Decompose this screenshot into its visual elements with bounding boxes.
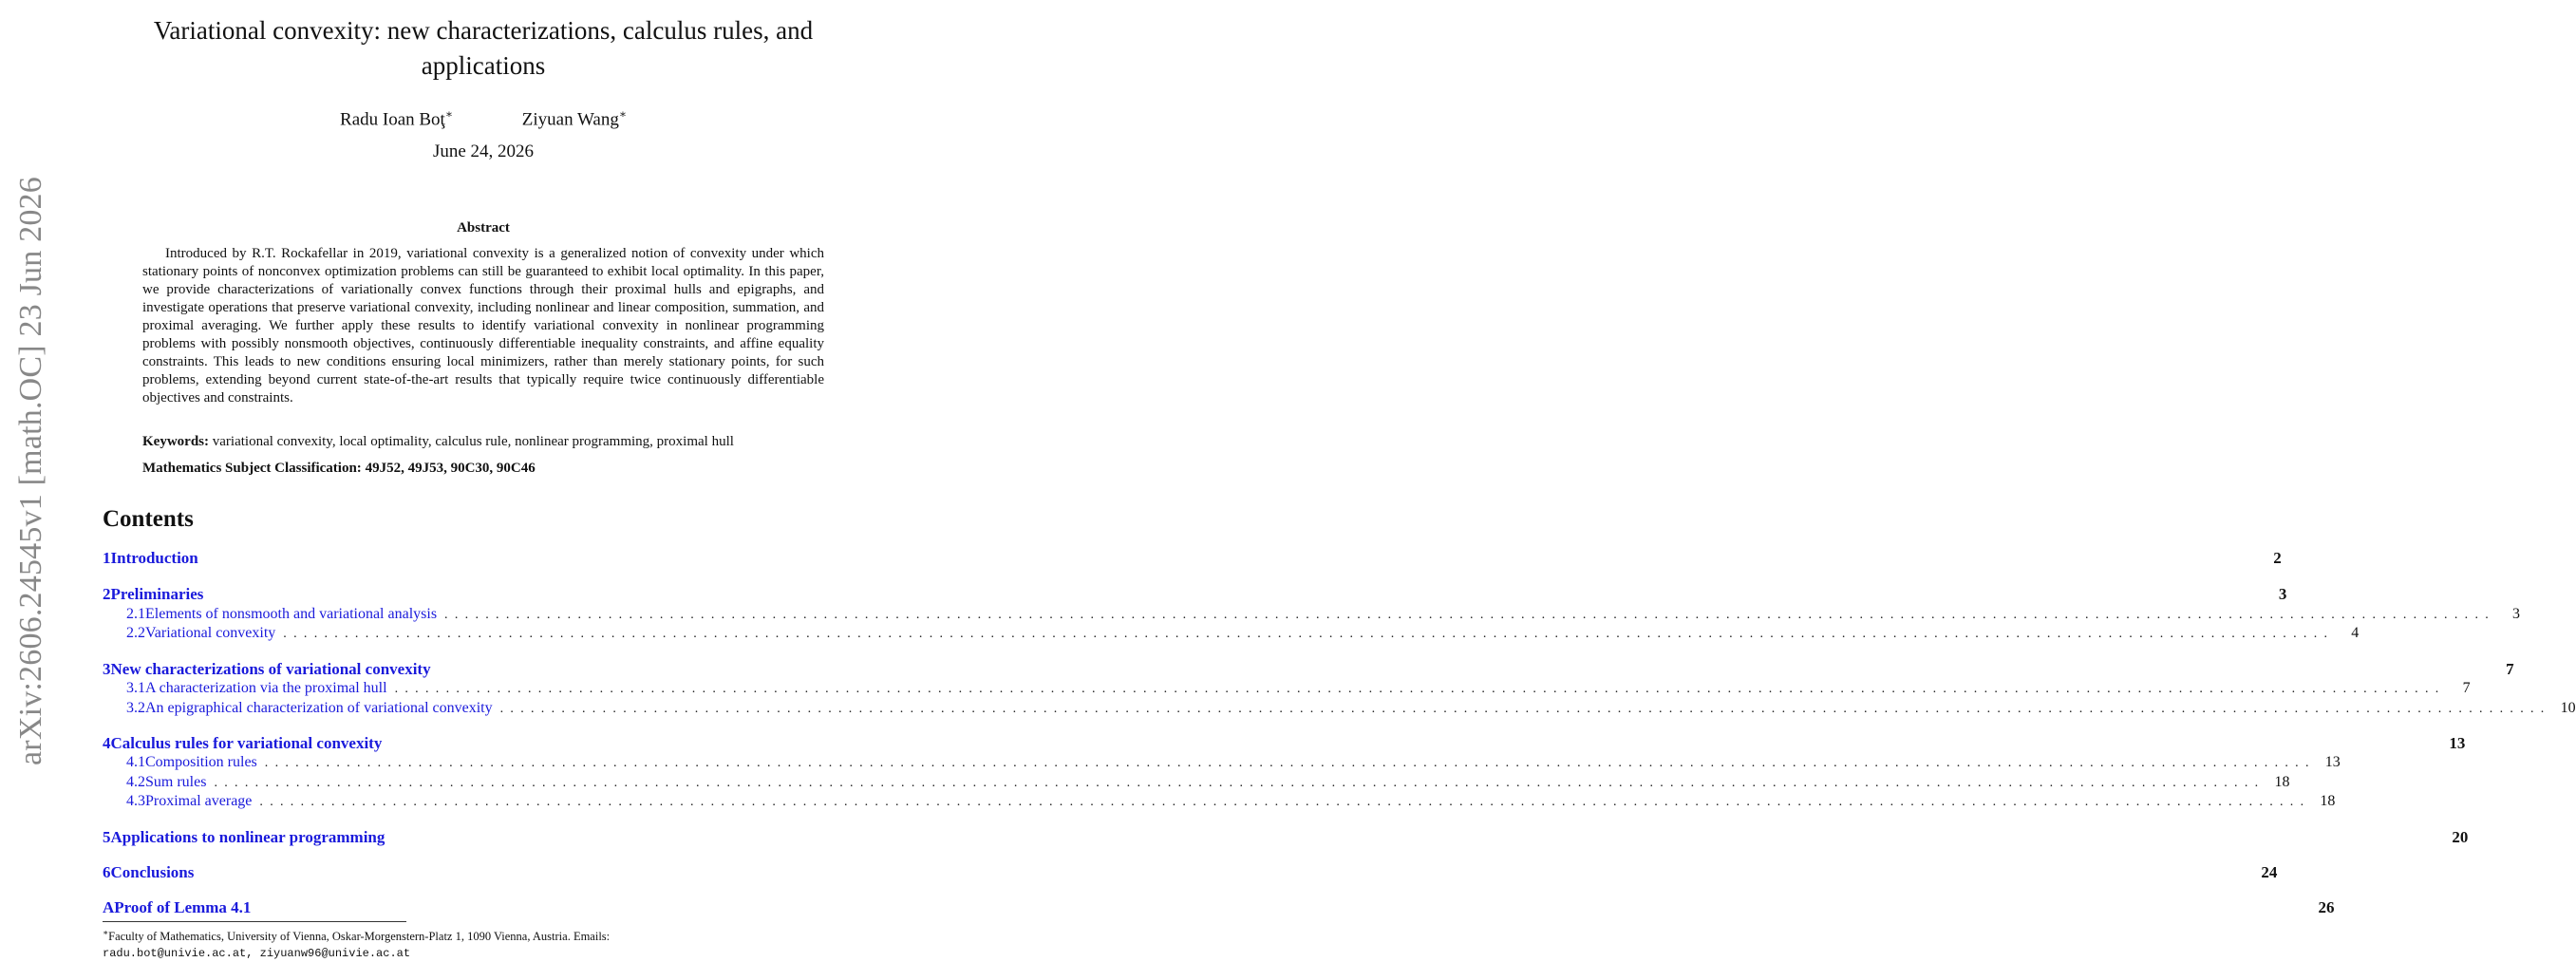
toc-entry-page: 24 — [2261, 863, 2278, 881]
toc-entry-A[interactable] — [103, 898, 2335, 917]
toc-entry-number[interactable]: 4.3 — [126, 793, 145, 809]
toc-entry-5[interactable] — [103, 828, 2469, 847]
toc-entry-3[interactable] — [103, 660, 2514, 679]
keywords-label: Keywords: — [142, 434, 209, 449]
toc-entry-number[interactable]: 2 — [103, 585, 111, 603]
toc-entry-2[interactable] — [103, 585, 2287, 604]
toc-entry-number[interactable]: 4 — [103, 734, 111, 752]
toc-entry-title[interactable]: Sum rules — [145, 774, 207, 790]
toc-entry-title[interactable]: New characterizations of variational convexity — [110, 660, 431, 678]
toc-leader-dots: ........................................................................................................................................................................................................ — [264, 756, 2316, 770]
msc-line — [142, 460, 824, 478]
toc-entry-4-3[interactable] — [103, 792, 2336, 811]
msc-codes: 49J52, 49J53, 90C30, 90C46 — [365, 461, 536, 476]
abstract-body: Introduced by R.T. Rockafellar in 2019, variational convexity is a generalized notion of convexity under which stationary points of nonconvex optimization problems can still be guaranteed to exhibit local optimality. In this paper, we provide characterizations of variationally convex functions through their proximal hulls and epigraphs, and investigate operations that preserve variational convexity, including nonlinear and linear composition, summation, and proximal averaging. We further apply these results to identify variational convexity in nonlinear programming problems with possibly nonsmooth objectives, continuously differentiable inequality constraints, and affine equality constraints. This leads to new conditions ensuring local minimizers, rather than merely stationary points, for such problems, extending beyond current state-of-the-art results that typically require twice continuously differentiable objectives and constraints. — [142, 246, 824, 406]
toc-entry-page: 20 — [2452, 828, 2469, 846]
author-2-name: Ziyuan Wang — [521, 109, 619, 130]
toc-entry-4-2[interactable] — [103, 773, 2290, 792]
footnote-affiliation: Faculty of Mathematics, University of Vienna, Oskar-Morgenstern-Platz 1, 1090 Vienna, Austria. Emails: — [108, 930, 611, 944]
toc-leader-dots: ........................................................................................................................................................................................................ — [444, 608, 2496, 622]
author-2-mark: ∗ — [618, 107, 627, 121]
toc-entry-number[interactable]: 3.1 — [126, 680, 145, 696]
toc-entry-page: 4 — [2351, 625, 2360, 641]
toc-entry-number[interactable]: 3.2 — [126, 700, 145, 716]
author-1-name: Radu Ioan Boţ — [340, 109, 445, 130]
paper-date: June 24, 2026 — [432, 141, 535, 161]
toc-entry-title[interactable]: Composition rules — [145, 754, 257, 770]
toc-entry-number[interactable]: 2.1 — [126, 606, 145, 622]
toc-entry-title[interactable]: Proof of Lemma 4.1 — [114, 898, 252, 916]
toc-entry-page: 26 — [2318, 898, 2335, 916]
toc-leader-dots: ........................................................................................................................................................................................................ — [394, 682, 2446, 696]
toc-entry-4-1[interactable] — [103, 753, 2341, 772]
toc-entry-number[interactable]: 1 — [103, 549, 111, 567]
toc-entry-6[interactable] — [103, 863, 2278, 882]
toc-entry-number[interactable]: A — [103, 898, 115, 916]
toc-entry-page: 18 — [2320, 793, 2336, 809]
footnote-emails[interactable]: radu.bot@univie.ac.at, ziyuanw96@univie.ac.at — [103, 947, 411, 961]
toc-entry-number[interactable]: 4.2 — [126, 774, 145, 790]
toc-leader-dots: ........................................................................................................................................................................................................ — [259, 795, 2311, 809]
toc-entry-3-2[interactable] — [103, 699, 2576, 718]
toc-entry-title[interactable]: Calculus rules for variational convexity — [110, 734, 383, 752]
toc-entry-page: 13 — [2324, 754, 2341, 770]
toc-entry-page: 3 — [2512, 606, 2521, 622]
author-2 — [522, 103, 627, 131]
toc-leader-dots: ........................................................................................................................................................................................................ — [283, 627, 2335, 641]
author-list — [103, 103, 864, 131]
toc-entry-title[interactable]: Introduction — [110, 549, 198, 567]
toc-entry-number[interactable]: 6 — [103, 863, 111, 881]
abstract-heading: Abstract — [457, 220, 510, 236]
toc-entry-page: 7 — [2462, 680, 2471, 696]
toc-entry-1[interactable] — [103, 549, 2282, 568]
toc-entry-page: 10 — [2560, 700, 2576, 716]
footnote-divider — [103, 921, 406, 922]
toc-entry-title[interactable]: Variational convexity — [145, 625, 276, 641]
paper-title: Variational convexity: new characterizations, calculus rules, and applications — [153, 16, 814, 80]
toc-entry-number[interactable]: 4.1 — [126, 754, 145, 770]
toc-entry-title[interactable]: Proximal average — [145, 793, 253, 809]
toc-entry-title[interactable]: Conclusions — [110, 863, 195, 881]
toc-entry-title[interactable]: Applications to nonlinear programming — [110, 828, 385, 846]
toc-entry-2-1[interactable] — [103, 605, 2521, 624]
footnote — [103, 925, 864, 962]
toc-entry-page: 13 — [2449, 734, 2466, 752]
contents-heading: Contents — [103, 506, 194, 532]
toc-entry-page: 18 — [2274, 774, 2290, 790]
toc-entry-title[interactable]: An epigraphical characterization of variational convexity — [145, 700, 493, 716]
toc-entry-page: 2 — [2273, 549, 2282, 567]
footnote-mark: ∗ — [103, 928, 109, 937]
toc-entry-number[interactable]: 3 — [103, 660, 111, 678]
author-1-mark: ∗ — [444, 107, 453, 121]
arxiv-identifier-stamp: arXiv:2606.24545v1 [math.OC] 23 Jun 2026 — [13, 177, 48, 765]
toc-entry-title[interactable]: A characterization via the proximal hull — [145, 680, 387, 696]
toc-leader-dots: ........................................................................................................................................................................................................ — [499, 702, 2551, 716]
toc-entry-number[interactable]: 2.2 — [126, 625, 145, 641]
keywords-line — [142, 433, 845, 451]
toc-entry-3-1[interactable] — [103, 679, 2471, 698]
toc-entry-2-2[interactable] — [103, 624, 2360, 643]
toc-entry-title[interactable]: Preliminaries — [110, 585, 204, 603]
toc-entry-4[interactable] — [103, 734, 2466, 753]
author-1 — [340, 103, 453, 131]
toc-entry-title[interactable]: Elements of nonsmooth and variational analysis — [145, 606, 438, 622]
toc-entry-page: 3 — [2278, 585, 2287, 603]
toc-entry-page: 7 — [2506, 660, 2514, 678]
keywords-text: variational convexity, local optimality, calculus rule, nonlinear programming, proximal hull — [212, 434, 734, 449]
toc-entry-number[interactable]: 5 — [103, 828, 111, 846]
msc-label: Mathematics Subject Classification: — [142, 461, 362, 476]
toc-leader-dots: ........................................................................................................................................................................................................ — [214, 776, 2266, 790]
